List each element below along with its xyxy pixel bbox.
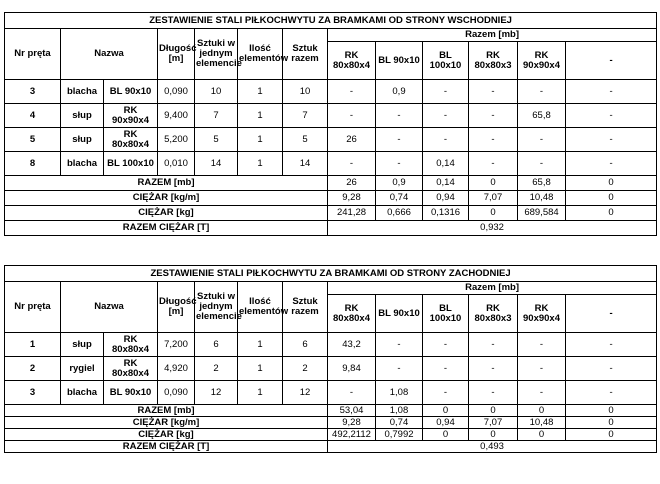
summary-value: 10,48 [518,417,566,429]
steel-table-east [4,12,657,236]
cell-nr: 8 [5,152,61,176]
cell-dlugosc: 7,200 [158,333,195,357]
summary-value: 1,08 [376,405,423,417]
cell-value: - [376,104,423,128]
cell-sztuki-w-elemencie: 7 [195,104,238,128]
cell-nazwa: rygiel [61,357,104,381]
cell-sztuk-razem: 5 [283,128,328,152]
table-row [5,381,657,405]
summary-value: 0,94 [423,191,469,206]
header-sztuki-w-elemencie: Sztuki w jednym elemencie [195,282,238,333]
total-label: RAZEM CIĘŻAR [T] [5,441,328,453]
cell-value: 26 [328,128,376,152]
cell-ilosc: 1 [238,104,283,128]
summary-value: 689,584 [518,206,566,221]
summary-value: 7,07 [469,191,518,206]
cell-sztuki-w-elemencie: 10 [195,80,238,104]
header-sztuki-w-elemencie: Sztuki w jednym elemencie [195,29,238,80]
cell-value: - [423,128,469,152]
cell-value: - [423,381,469,405]
cell-profil: RK 90x90x4 [104,104,158,128]
cell-nr: 5 [5,128,61,152]
summary-value: 65,8 [518,176,566,191]
cell-value: - [518,152,566,176]
summary-value: 0 [566,405,657,417]
summary-value: 10,48 [518,191,566,206]
cell-value: - [328,381,376,405]
summary-value: 0 [566,191,657,206]
cell-ilosc: 1 [238,333,283,357]
cell-profil: RK 80x80x4 [104,128,158,152]
cell-value: - [469,357,518,381]
summary-row-total [5,221,657,236]
cell-nazwa: blacha [61,152,104,176]
cell-dlugosc: 0,090 [158,381,195,405]
summary-row-ciezar-kg [5,206,657,221]
summary-value: 7,07 [469,417,518,429]
cell-nr: 4 [5,104,61,128]
summary-label: RAZEM [mb] [5,176,328,191]
summary-value: 241,28 [328,206,376,221]
cell-value: - [376,128,423,152]
cell-value: - [423,357,469,381]
cell-value: - [469,381,518,405]
total-label: RAZEM CIĘŻAR [T] [5,221,328,236]
cell-value: - [469,333,518,357]
cell-value: - [518,80,566,104]
header-profile: RK 80x80x3 [469,295,518,333]
header-profile: RK 80x80x4 [328,295,376,333]
cell-nr: 2 [5,357,61,381]
summary-value: 0,9 [376,176,423,191]
summary-value: 0 [423,405,469,417]
cell-profil: BL 90x10 [104,381,158,405]
cell-value: 65,8 [518,104,566,128]
table-row [5,80,657,104]
cell-dlugosc: 0,010 [158,152,195,176]
summary-value: 0 [518,429,566,441]
total-value: 0,932 [328,221,657,236]
table-row [5,357,657,381]
summary-value: 0,74 [376,417,423,429]
header-profile: BL 90x10 [376,42,423,80]
summary-value: 0,7992 [376,429,423,441]
cell-value: - [328,80,376,104]
cell-ilosc: 1 [238,80,283,104]
summary-value: 0 [566,429,657,441]
cell-sztuki-w-elemencie: 6 [195,333,238,357]
cell-value: - [518,381,566,405]
header-profile: RK 90x90x4 [518,295,566,333]
header-nazwa: Nazwa [61,29,158,80]
header-sztuk-razem: Sztuk razem [283,282,328,333]
header-sztuk-razem: Sztuk razem [283,29,328,80]
header-profile: RK 90x90x4 [518,42,566,80]
cell-ilosc: 1 [238,381,283,405]
cell-value: - [566,104,657,128]
cell-sztuk-razem: 14 [283,152,328,176]
summary-value: 0 [566,417,657,429]
summary-label: CIĘŻAR [kg] [5,206,328,221]
table-row [5,333,657,357]
summary-value: 0 [469,429,518,441]
cell-value: 43,2 [328,333,376,357]
summary-row-total [5,441,657,453]
cell-value: - [566,152,657,176]
header-nazwa: Nazwa [61,282,158,333]
cell-sztuk-razem: 7 [283,104,328,128]
cell-profil: RK 80x80x4 [104,357,158,381]
cell-value: 0,14 [423,152,469,176]
header-nr: Nr pręta [5,29,61,80]
summary-value: 0 [469,206,518,221]
header-razem-group: Razem [mb] [328,282,657,295]
summary-value: 9,28 [328,417,376,429]
cell-dlugosc: 9,400 [158,104,195,128]
table-row [5,152,657,176]
header-ilosc-elementow: Ilość elementów [238,29,283,80]
cell-value: - [566,357,657,381]
summary-value: 53,04 [328,405,376,417]
cell-value: - [566,128,657,152]
summary-value: 492,2112 [328,429,376,441]
summary-value: 0,1316 [423,206,469,221]
header-dlugosc: Długość [m] [158,29,195,80]
header-profile: BL 100x10 [423,42,469,80]
cell-nazwa: słup [61,333,104,357]
cell-value: - [423,104,469,128]
summary-value: 0,14 [423,176,469,191]
steel-table-west [4,265,657,453]
cell-sztuk-razem: 10 [283,80,328,104]
cell-sztuk-razem: 6 [283,333,328,357]
cell-dlugosc: 5,200 [158,128,195,152]
cell-nr: 3 [5,381,61,405]
header-profile: BL 90x10 [376,295,423,333]
summary-value: 0,94 [423,417,469,429]
cell-ilosc: 1 [238,152,283,176]
cell-value: - [518,357,566,381]
summary-value: 9,28 [328,191,376,206]
header-profile: BL 100x10 [423,295,469,333]
cell-value: - [328,152,376,176]
cell-value: - [566,381,657,405]
header-profile: RK 80x80x3 [469,42,518,80]
cell-value: - [566,333,657,357]
summary-value: 0,666 [376,206,423,221]
summary-row-ciezar-kgm [5,191,657,206]
cell-ilosc: 1 [238,128,283,152]
summary-value: 0 [469,176,518,191]
cell-value: - [423,333,469,357]
summary-value: 0 [423,429,469,441]
cell-nazwa: słup [61,128,104,152]
summary-value: 0 [566,206,657,221]
header-profile: RK 80x80x4 [328,42,376,80]
table-row [5,128,657,152]
cell-dlugosc: 4,920 [158,357,195,381]
cell-sztuki-w-elemencie: 5 [195,128,238,152]
summary-value: 0 [469,405,518,417]
cell-value: 0,9 [376,80,423,104]
table-title: ZESTAWIENIE STALI PIŁKOCHWYTU ZA BRAMKAMI OD STRONY WSCHODNIEJ [5,13,657,29]
cell-value: 9,84 [328,357,376,381]
header-razem-group: Razem [mb] [328,29,657,42]
summary-row-razem [5,176,657,191]
cell-nr: 1 [5,333,61,357]
cell-value: - [469,104,518,128]
summary-label: CIĘŻAR [kg/m] [5,417,328,429]
summary-value: 0 [518,405,566,417]
cell-value: - [376,333,423,357]
cell-ilosc: 1 [238,357,283,381]
summary-value: 0 [566,176,657,191]
cell-value: - [469,80,518,104]
summary-value: 0,74 [376,191,423,206]
cell-value: - [328,104,376,128]
cell-nazwa: słup [61,104,104,128]
cell-nazwa: blacha [61,80,104,104]
cell-value: - [469,152,518,176]
cell-sztuki-w-elemencie: 2 [195,357,238,381]
cell-value: - [518,333,566,357]
summary-row-ciezar-kg [5,429,657,441]
cell-profil: BL 100x10 [104,152,158,176]
cell-value: - [376,357,423,381]
header-nr: Nr pręta [5,282,61,333]
summary-label: CIĘŻAR [kg] [5,429,328,441]
header-dlugosc: Długość [m] [158,282,195,333]
header-ilosc-elementow: Ilość elementów [238,282,283,333]
cell-sztuk-razem: 12 [283,381,328,405]
cell-sztuki-w-elemencie: 12 [195,381,238,405]
cell-nr: 3 [5,80,61,104]
cell-profil: BL 90x10 [104,80,158,104]
cell-dlugosc: 0,090 [158,80,195,104]
header-profile: - [566,295,657,333]
table-row [5,104,657,128]
cell-sztuk-razem: 2 [283,357,328,381]
cell-value: - [566,80,657,104]
cell-nazwa: blacha [61,381,104,405]
cell-value: - [376,152,423,176]
cell-value: - [469,128,518,152]
cell-profil: RK 80x80x4 [104,333,158,357]
summary-value: 26 [328,176,376,191]
summary-label: CIĘŻAR [kg/m] [5,191,328,206]
summary-row-razem [5,405,657,417]
summary-row-ciezar-kgm [5,417,657,429]
cell-sztuki-w-elemencie: 14 [195,152,238,176]
cell-value: - [518,128,566,152]
summary-label: RAZEM [mb] [5,405,328,417]
cell-value: - [423,80,469,104]
total-value: 0,493 [328,441,657,453]
header-profile: - [566,42,657,80]
table-title: ZESTAWIENIE STALI PIŁKOCHWYTU ZA BRAMKAMI OD STRONY ZACHODNIEJ [5,266,657,282]
cell-value: 1,08 [376,381,423,405]
